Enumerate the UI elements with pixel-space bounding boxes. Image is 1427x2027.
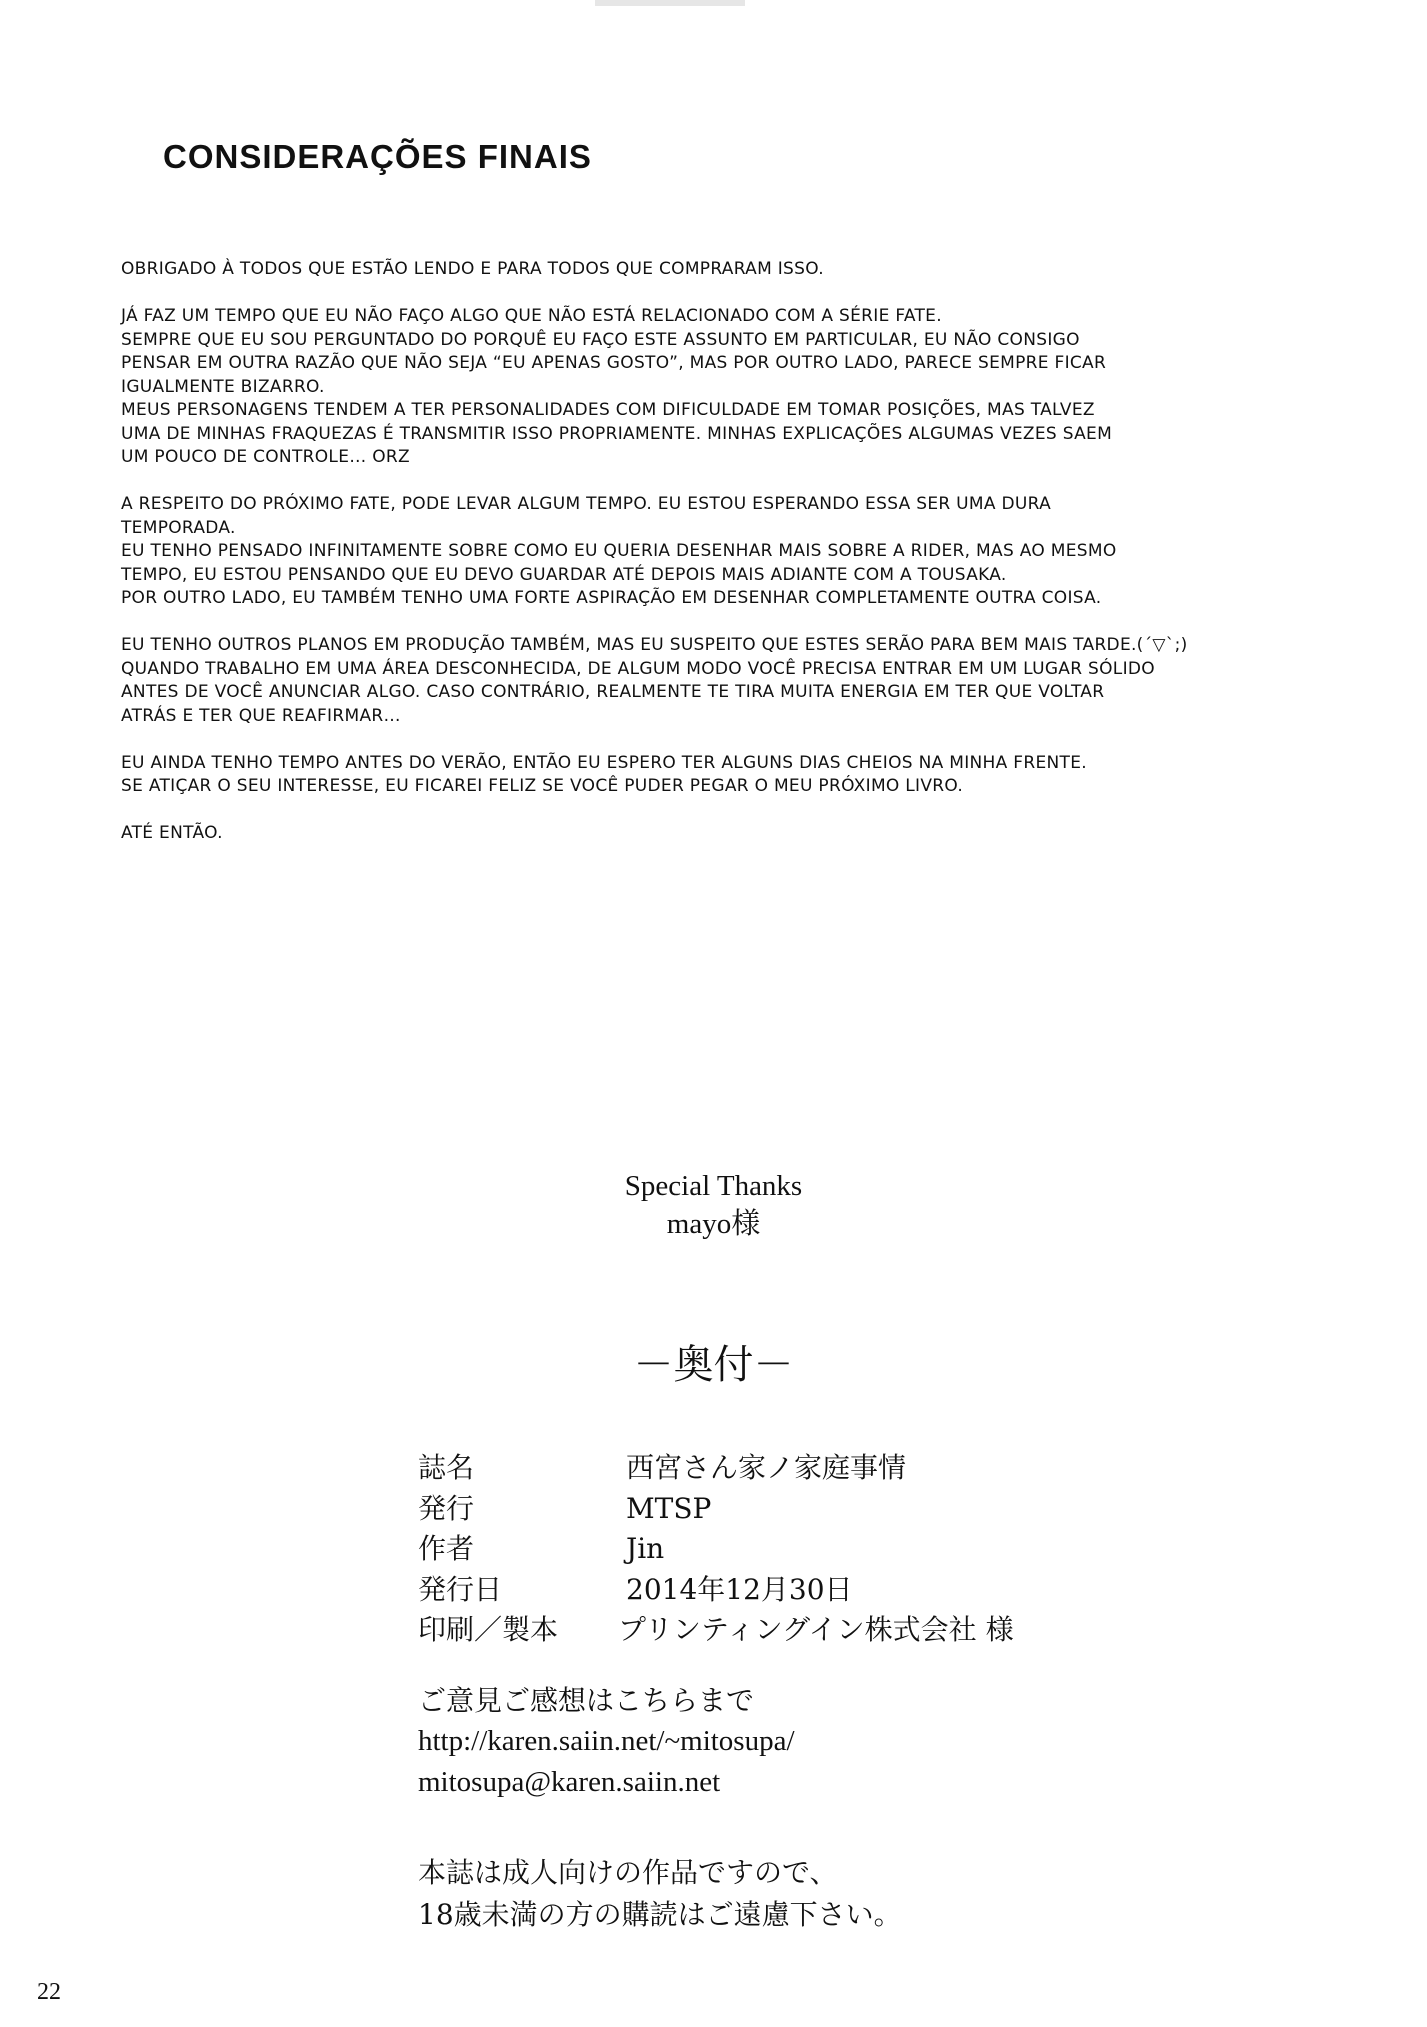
colophon-title: －奥付－: [633, 1342, 794, 1388]
paragraph: [121, 305, 1401, 470]
text-line: POR OUTRO LADO, EU TAMBÉM TENHO UMA FORTE ASPIRAÇÃO EM DESENHAR COMPLETAMENTE OUTRA COISA.: [121, 588, 1102, 608]
text-line: TEMPORADA.: [121, 517, 236, 538]
scan-artifact: [595, 0, 745, 6]
text-line: ANTES DE VOCÊ ANUNCIAR ALGO. CASO CONTRÁRIO, REALMENTE TE TIRA MUITA ENERGIA EM TER QUE VOLTAR: [121, 682, 1105, 702]
contact-block: [418, 1680, 795, 1803]
text-line: EU TENHO PENSADO INFINITAMENTE SOBRE COMO EU QUERIA DESENHAR MAIS SOBRE A RIDER, MAS AO MESMO: [121, 541, 1117, 561]
colophon-row-printer: [418, 1610, 1014, 1651]
text-line: ATÉ ENTÃO.: [121, 823, 223, 843]
paragraph: [121, 752, 1401, 799]
age-notice-line: 本誌は成人向けの作品ですので、: [418, 1856, 838, 1889]
colophon-value: Jin: [626, 1532, 665, 1565]
colophon-key: 作者: [418, 1532, 475, 1565]
colophon-row-title: [418, 1448, 1014, 1489]
text-line: SEMPRE QUE EU SOU PERGUNTADO DO PORQUÊ EU FAÇO ESTE ASSUNTO EM PARTICULAR, EU NÃO CONSIGO: [121, 329, 1080, 350]
colophon-key: 印刷／製本: [418, 1613, 559, 1646]
text-line: JÁ FAZ UM TEMPO QUE EU NÃO FAÇO ALGO QUE NÃO ESTÁ RELACIONADO COM A SÉRIE FATE.: [121, 306, 942, 326]
text-line: SE ATIÇAR O SEU INTERESSE, EU FICAREI FELIZ SE VOCÊ PUDER PEGAR O MEU PRÓXIMO LIVRO.: [121, 776, 964, 796]
colophon-value: 2014年12月30日: [626, 1572, 853, 1606]
text-line: IGUALMENTE BIZARRO.: [121, 376, 325, 397]
text-line: A RESPEITO DO PRÓXIMO FATE, PODE LEVAR ALGUM TEMPO. EU ESTOU ESPERANDO ESSA SER UMA DURA: [121, 494, 1052, 514]
contact-prompt: ご意見ご感想はこちらまで: [418, 1684, 755, 1717]
colophon-row-publisher: [418, 1489, 1014, 1530]
text-line: MEUS PERSONAGENS TENDEM A TER PERSONALIDADES COM DIFICULDADE EM TOMAR POSIÇÕES, MAS TALVEZ: [121, 400, 1095, 420]
text-line: EU AINDA TENHO TEMPO ANTES DO VERÃO, ENTÃO EU ESPERO TER ALGUNS DIAS CHEIOS NA MINHA FRENTE.: [121, 752, 1087, 773]
paragraph: [121, 493, 1401, 611]
colophon-row-author: [418, 1529, 1014, 1570]
text-line: PENSAR EM OUTRA RAZÃO QUE NÃO SEJA “EU APENAS GOSTO”, MAS POR OUTRO LADO, PARECE SEMPRE FICAR: [121, 353, 1107, 373]
text-line: ATRÁS E TER QUE REAFIRMAR…: [121, 705, 401, 726]
text-line: EU TENHO OUTROS PLANOS EM PRODUÇÃO TAMBÉM, MAS EU SUSPEITO QUE ESTES SERÃO PARA BEM MAIS TARDE.(´▽`;): [121, 635, 1188, 655]
text-line: TEMPO, EU ESTOU PENSANDO QUE EU DEVO GUARDAR ATÉ DEPOIS MAIS ADIANTE COM A TOUSAKA.: [121, 564, 1007, 585]
page-heading: CONSIDERAÇÕES FINAIS: [163, 138, 592, 175]
paragraph: [121, 822, 1401, 846]
text-line: OBRIGADO À TODOS QUE ESTÃO LENDO E PARA TODOS QUE COMPRARAM ISSO.: [121, 259, 824, 279]
contact-url: http://karen.saiin.net/~mitosupa/: [418, 1725, 795, 1757]
paragraph: [121, 634, 1401, 728]
paragraph: [121, 258, 1401, 282]
colophon-key: 誌名: [418, 1451, 475, 1484]
colophon-key: 発行: [418, 1491, 475, 1525]
colophon-row-date: [418, 1570, 1014, 1611]
colophon-table: [418, 1448, 1014, 1651]
colophon-value: 西宮さん家ノ家庭事情: [626, 1451, 907, 1484]
special-thanks-title: Special Thanks: [624, 1170, 803, 1202]
special-thanks: [0, 1167, 1427, 1243]
text-line: UM POUCO DE CONTROLE… ORZ: [121, 447, 410, 467]
text-line: UMA DE MINHAS FRAQUEZAS É TRANSMITIR ISSO PROPRIAMENTE. MINHAS EXPLICAÇÕES ALGUMAS VEZES SAEM: [121, 423, 1113, 444]
colophon-value: プリンティングイン株式会社 様: [618, 1613, 1014, 1646]
special-thanks-name: mayo様: [666, 1208, 761, 1240]
afterword-text: [121, 258, 1401, 869]
text-line: QUANDO TRABALHO EM UMA ÁREA DESCONHECIDA, DE ALGUM MODO VOCÊ PRECISA ENTRAR EM UM LUGAR SÓLIDO: [121, 658, 1155, 679]
age-notice: [418, 1852, 902, 1936]
page-number: 22: [37, 1979, 61, 2005]
colophon-value: MTSP: [626, 1491, 712, 1525]
colophon-key: 発行日: [418, 1572, 503, 1606]
contact-email: mitosupa@karen.saiin.net: [418, 1766, 721, 1798]
age-notice-line: 18歳未満の方の購読はご遠慮下さい。: [418, 1898, 902, 1931]
